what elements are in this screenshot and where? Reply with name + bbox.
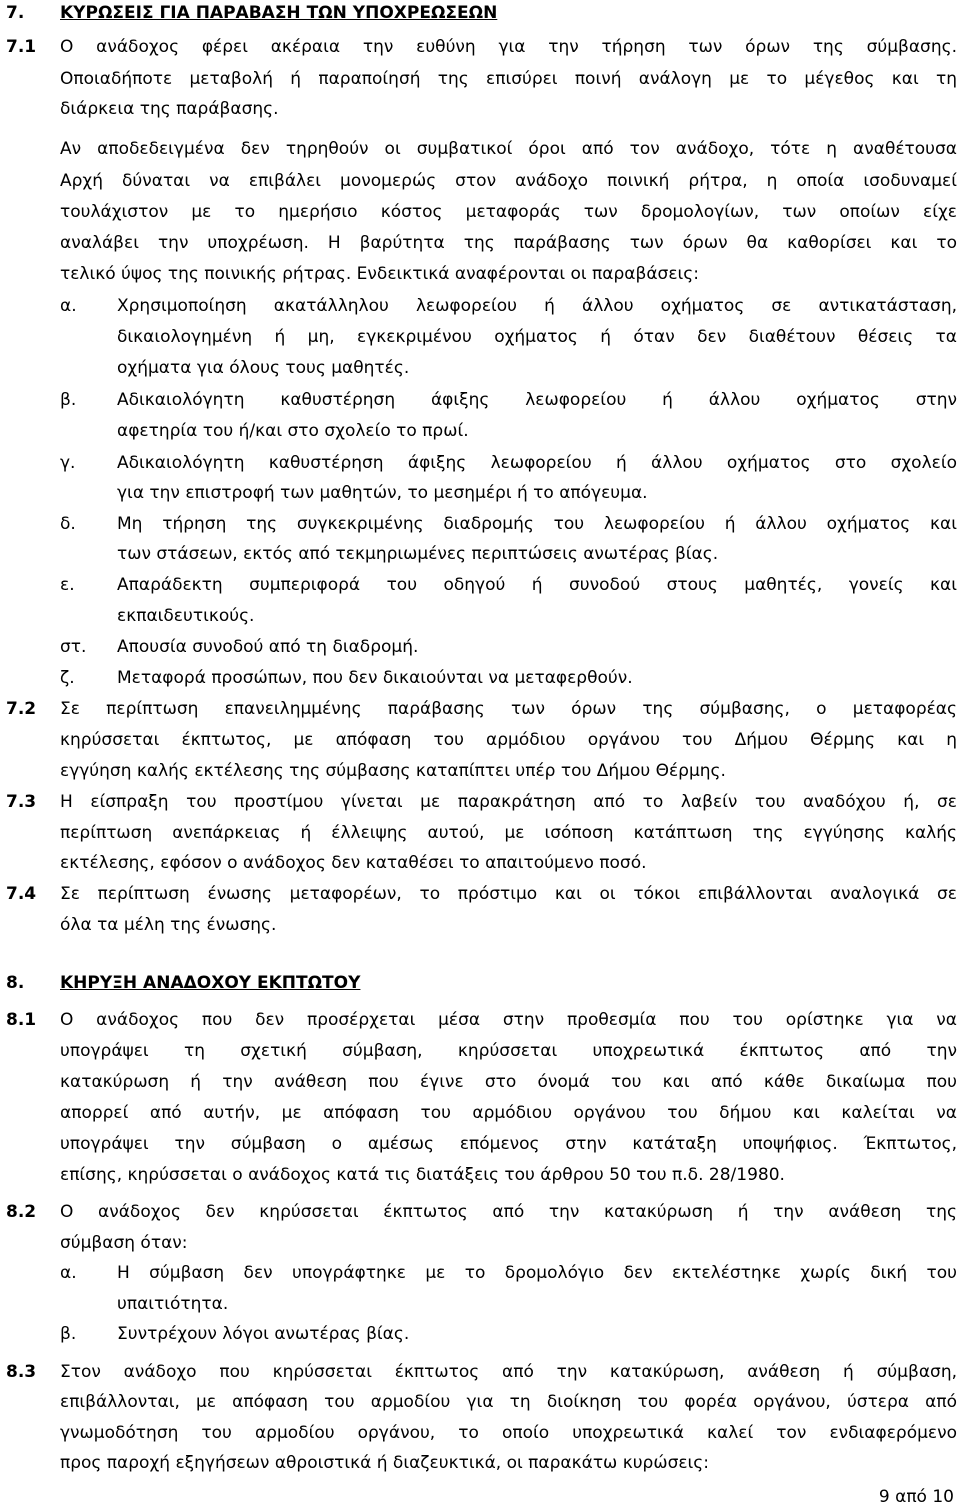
list-item-line: για την επιστροφή των μαθητών, το μεσημέρι ή το απόγευμα. <box>117 483 648 503</box>
paragraph-line: διάρκεια της παράβασης. <box>60 99 279 119</box>
list-item-line: των στάσεων, εκτός από τεκμηριωμένες περιπτώσεις ανωτέρας βίας. <box>117 544 719 564</box>
list-item-line: δικαιολογημένη ή μη, εγκεκριμένου οχήματος ή όταν δεν διαθέτουν θέσεις τα <box>117 327 957 347</box>
paragraph-line: τελικό ύψος της ποινικής ρήτρας. Ενδεικτικά αναφέρονται οι παραβάσεις: <box>60 264 699 284</box>
list-item-line: Μη τήρηση της συγκεκριμένης διαδρομής του λεωφορείου ή άλλου οχήματος και <box>117 514 957 534</box>
paragraph-number: 8.3 <box>6 1362 37 1382</box>
paragraph-line: περίπτωση ανεπάρκειας ή έλλειψης αυτού, με ισόποση κατάπτωση της εγγύησης καλής <box>60 823 957 843</box>
paragraph-line: Οποιαδήποτε μεταβολή ή παραποίησή της επισύρει ποινή ανάλογη με το μέγεθος και τη <box>60 69 957 89</box>
list-label: γ. <box>60 453 76 473</box>
paragraph-line: σύμβαση όταν: <box>60 1233 188 1253</box>
paragraph-line: Αν αποδεδειγμένα δεν τηρηθούν οι συμβατικοί όροι από τον ανάδοχο, τότε η αναθέτουσα <box>60 139 957 159</box>
paragraph-line: γνωμοδότηση του αρμοδίου οργάνου, το οποίο υποχρεωτικά καλεί τον ενδιαφερόμενο <box>60 1423 957 1443</box>
list-item-line: Χρησιμοποίηση ακατάλληλου λεωφορείου ή άλλου οχήματος σε αντικατάσταση, <box>117 296 957 316</box>
paragraph-line: υπογράψει τη σχετική σύμβαση, κηρύσσεται υποχρεωτικά έκπτωτος από την <box>60 1041 957 1061</box>
list-label: ζ. <box>60 668 75 688</box>
paragraph-line: Σε περίπτωση ένωσης μεταφορέων, το πρόστιμο και οι τόκοι επιβάλλονται αναλογικά σε <box>60 884 957 904</box>
paragraph-number: 7.1 <box>6 37 37 57</box>
section-title: ΚΥΡΩΣΕΙΣ ΓΙΑ ΠΑΡΑΒΑΣΗ ΤΩΝ ΥΠΟΧΡΕΩΣΕΩΝ <box>60 3 498 23</box>
paragraph-number: 7.2 <box>6 699 37 719</box>
paragraph-number: 8.1 <box>6 1010 37 1030</box>
paragraph-line: απορρεί από αυτήν, με απόφαση του αρμόδιου οργάνου του δήμου και καλείται να <box>60 1103 957 1123</box>
list-label: α. <box>60 296 77 316</box>
list-item-line: οχήματα για όλους τους μαθητές. <box>117 358 410 378</box>
section-title: ΚΗΡΥΞΗ ΑΝΑΔΟΧΟΥ ΕΚΠΤΩΤΟΥ <box>60 973 361 993</box>
paragraph-line: υπογράψει την σύμβαση ο αμέσως επόμενος στην κατάταξη υποψήφιος. Έκπτωτος, <box>60 1134 957 1154</box>
paragraph-line: όλα τα μέλη της ένωσης. <box>60 915 277 935</box>
paragraph-number: 8.2 <box>6 1202 37 1222</box>
paragraph-line: Σε περίπτωση επανειλημμένης παράβασης των όρων της σύμβασης, ο μεταφορέας <box>60 699 957 719</box>
paragraph-line: Ο ανάδοχος φέρει ακέραια την ευθύνη για την τήρηση των όρων της σύμβασης. <box>60 37 957 57</box>
list-item-line: Αδικαιολόγητη καθυστέρηση άφιξης λεωφορείου ή άλλου οχήματος στο σχολείο <box>117 453 957 473</box>
paragraph-number: 7.4 <box>6 884 37 904</box>
list-item-line: Συντρέχουν λόγοι ανωτέρας βίας. <box>117 1324 410 1344</box>
list-item-line: υπαιτιότητα. <box>117 1294 229 1314</box>
paragraph-line: εγγύηση καλής εκτέλεσης της σύμβασης καταπίπτει υπέρ του Δήμου Θέρμης. <box>60 761 726 781</box>
list-item-line: εκπαιδευτικούς. <box>117 606 255 626</box>
paragraph-line: Στον ανάδοχο που κηρύσσεται έκπτωτος από την κατακύρωση, ανάθεση ή σύμβαση, <box>60 1362 957 1382</box>
paragraph-line: εκτέλεσης, εφόσον ο ανάδοχος δεν καταθέσει το απαιτούμενο ποσό. <box>60 853 647 873</box>
list-item-line: Απαράδεκτη συμπεριφορά του οδηγού ή συνοδού στους μαθητές, γονείς και <box>117 575 957 595</box>
list-item-line: αφετηρία του ή/και στο σχολείο το πρωί. <box>117 421 469 441</box>
paragraph-line: Ο ανάδοχος δεν κηρύσσεται έκπτωτος από την κατακύρωση ή την ανάθεση της <box>60 1202 957 1222</box>
list-item-line: Μεταφορά προσώπων, που δεν δικαιούνται να μεταφερθούν. <box>117 668 633 688</box>
paragraph-line: κατακύρωση ή την ανάθεση που έγινε στο όνομά του και από κάθε δικαίωμα που <box>60 1072 957 1092</box>
list-item-line: Αδικαιολόγητη καθυστέρηση άφιξης λεωφορείου ή άλλου οχήματος στην <box>117 390 957 410</box>
list-label: δ. <box>60 514 76 534</box>
paragraph-line: επιβάλλονται, με απόφαση του αρμοδίου για τη διοίκηση του φορέα οργάνου, ύστερα από <box>60 1392 957 1412</box>
section-number: 7. <box>6 3 25 23</box>
list-label: α. <box>60 1263 77 1283</box>
paragraph-number: 7.3 <box>6 792 37 812</box>
list-label: ε. <box>60 575 75 595</box>
page-number: 9 από 10 <box>878 1487 954 1507</box>
paragraph-line: τουλάχιστον με το ημερήσιο κόστος μεταφοράς των δρομολογίων, των οποίων είχε <box>60 202 957 222</box>
list-label: στ. <box>60 637 87 657</box>
paragraph-line: Αρχή δύναται να επιβάλει μονομερώς στον ανάδοχο ποινική ρήτρα, η οποία ισοδυναμεί <box>60 171 957 191</box>
list-label: β. <box>60 1324 77 1344</box>
paragraph-line: Ο ανάδοχος που δεν προσέρχεται μέσα στην προθεσμία που του ορίστηκε για να <box>60 1010 957 1030</box>
paragraph-line: αναλάβει την υποχρέωση. Η βαρύτητα της παράβασης των όρων θα καθορίσει και το <box>60 233 957 253</box>
list-item-line: Απουσία συνοδού από τη διαδρομή. <box>117 637 419 657</box>
paragraph-line: επίσης, κηρύσσεται ο ανάδοχος κατά τις διατάξεις του άρθρου 50 του π.δ. 28/1980. <box>60 1165 785 1185</box>
paragraph-line: κηρύσσεται έκπτωτος, με απόφαση του αρμόδιου οργάνου του Δήμου Θέρμης και η <box>60 730 957 750</box>
list-label: β. <box>60 390 77 410</box>
list-item-line: Η σύμβαση δεν υπογράφτηκε με το δρομολόγιο δεν εκτελέστηκε χωρίς δική του <box>117 1263 957 1283</box>
paragraph-line: προς παροχή εξηγήσεων αθροιστικά ή διαζευκτικά, οι παρακάτω κυρώσεις: <box>60 1453 710 1473</box>
section-number: 8. <box>6 973 25 993</box>
paragraph-line: Η είσπραξη του προστίμου γίνεται με παρακράτηση από το λαβείν του αναδόχου ή, σε <box>60 792 957 812</box>
